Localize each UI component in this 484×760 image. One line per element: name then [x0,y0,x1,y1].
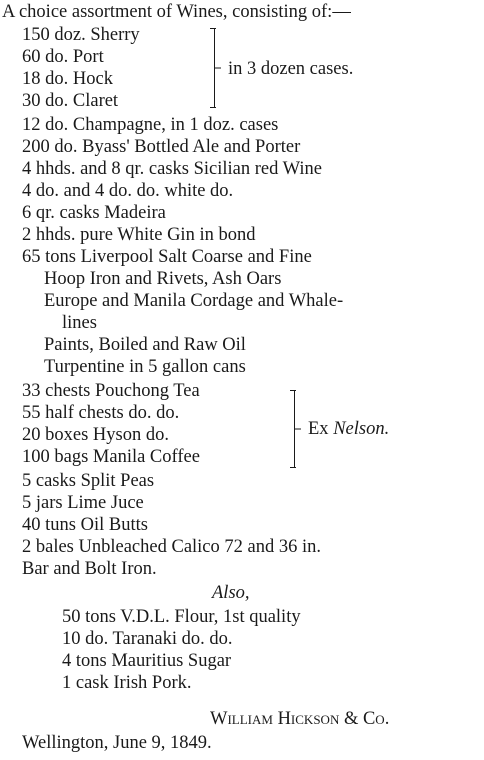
list-line: 6 qr. casks Madeira [22,203,166,223]
list-line: 50 tons V.D.L. Flour, 1st quality [62,607,301,627]
wine-line: 18 do. Hock [22,69,113,89]
cargo-line: 55 half chests do. do. [22,403,180,423]
cargo-line: 33 chests Pouchong Tea [22,381,200,401]
cargo-line: 100 bags Manila Coffee [22,447,200,467]
list-line: lines [62,313,97,333]
heading: A choice assortment of Wines, consisting of:— [2,2,351,22]
wine-line: 30 do. Claret [22,91,119,111]
nelson-note-prefix: Ex [308,419,329,439]
list-line: 2 hhds. pure White Gin in bond [22,225,256,245]
list-line: Paints, Boiled and Raw Oil [44,335,246,355]
list-line: 12 do. Champagne, in 1 doz. cases [22,115,279,135]
list-line: 40 tuns Oil Butts [22,515,148,535]
wines-brace [206,28,215,108]
wines-note: in 3 dozen cases. [228,59,354,79]
list-line: 65 tons Liverpool Salt Coarse and Fine [22,247,312,267]
nelson-ship-name: Nelson. [333,419,390,439]
list-line: 1 cask Irish Pork. [62,673,192,693]
list-line: Bar and Bolt Iron. [22,559,157,579]
list-line: 200 do. Byass' Bottled Ale and Porter [22,137,301,157]
signature: William Hickson & Co. [210,709,390,729]
list-line: 2 bales Unbleached Calico 72 and 36 in. [22,537,321,557]
list-line: 4 tons Mauritius Sugar [62,651,232,671]
list-line: Europe and Manila Cordage and Whale- [44,291,344,311]
dateline: Wellington, June 9, 1849. [22,733,212,753]
wine-line: 60 do. Port [22,47,104,67]
cargo-line: 20 boxes Hyson do. [22,425,169,445]
list-line: 5 jars Lime Juce [22,493,144,513]
list-line: 10 do. Taranaki do. do. [62,629,233,649]
list-line: Turpentine in 5 gallon cans [44,357,246,377]
list-line: 4 do. and 4 do. do. white do. [22,181,234,201]
wine-line: 150 doz. Sherry [22,25,140,45]
list-line: 4 hhds. and 8 qr. casks Sicilian red Wine [22,159,323,179]
list-line: Hoop Iron and Rivets, Ash Oars [44,269,282,289]
nelson-note [308,418,389,440]
also-heading: Also, [212,583,250,603]
nelson-brace [286,390,295,468]
list-line: 5 casks Split Peas [22,471,155,491]
